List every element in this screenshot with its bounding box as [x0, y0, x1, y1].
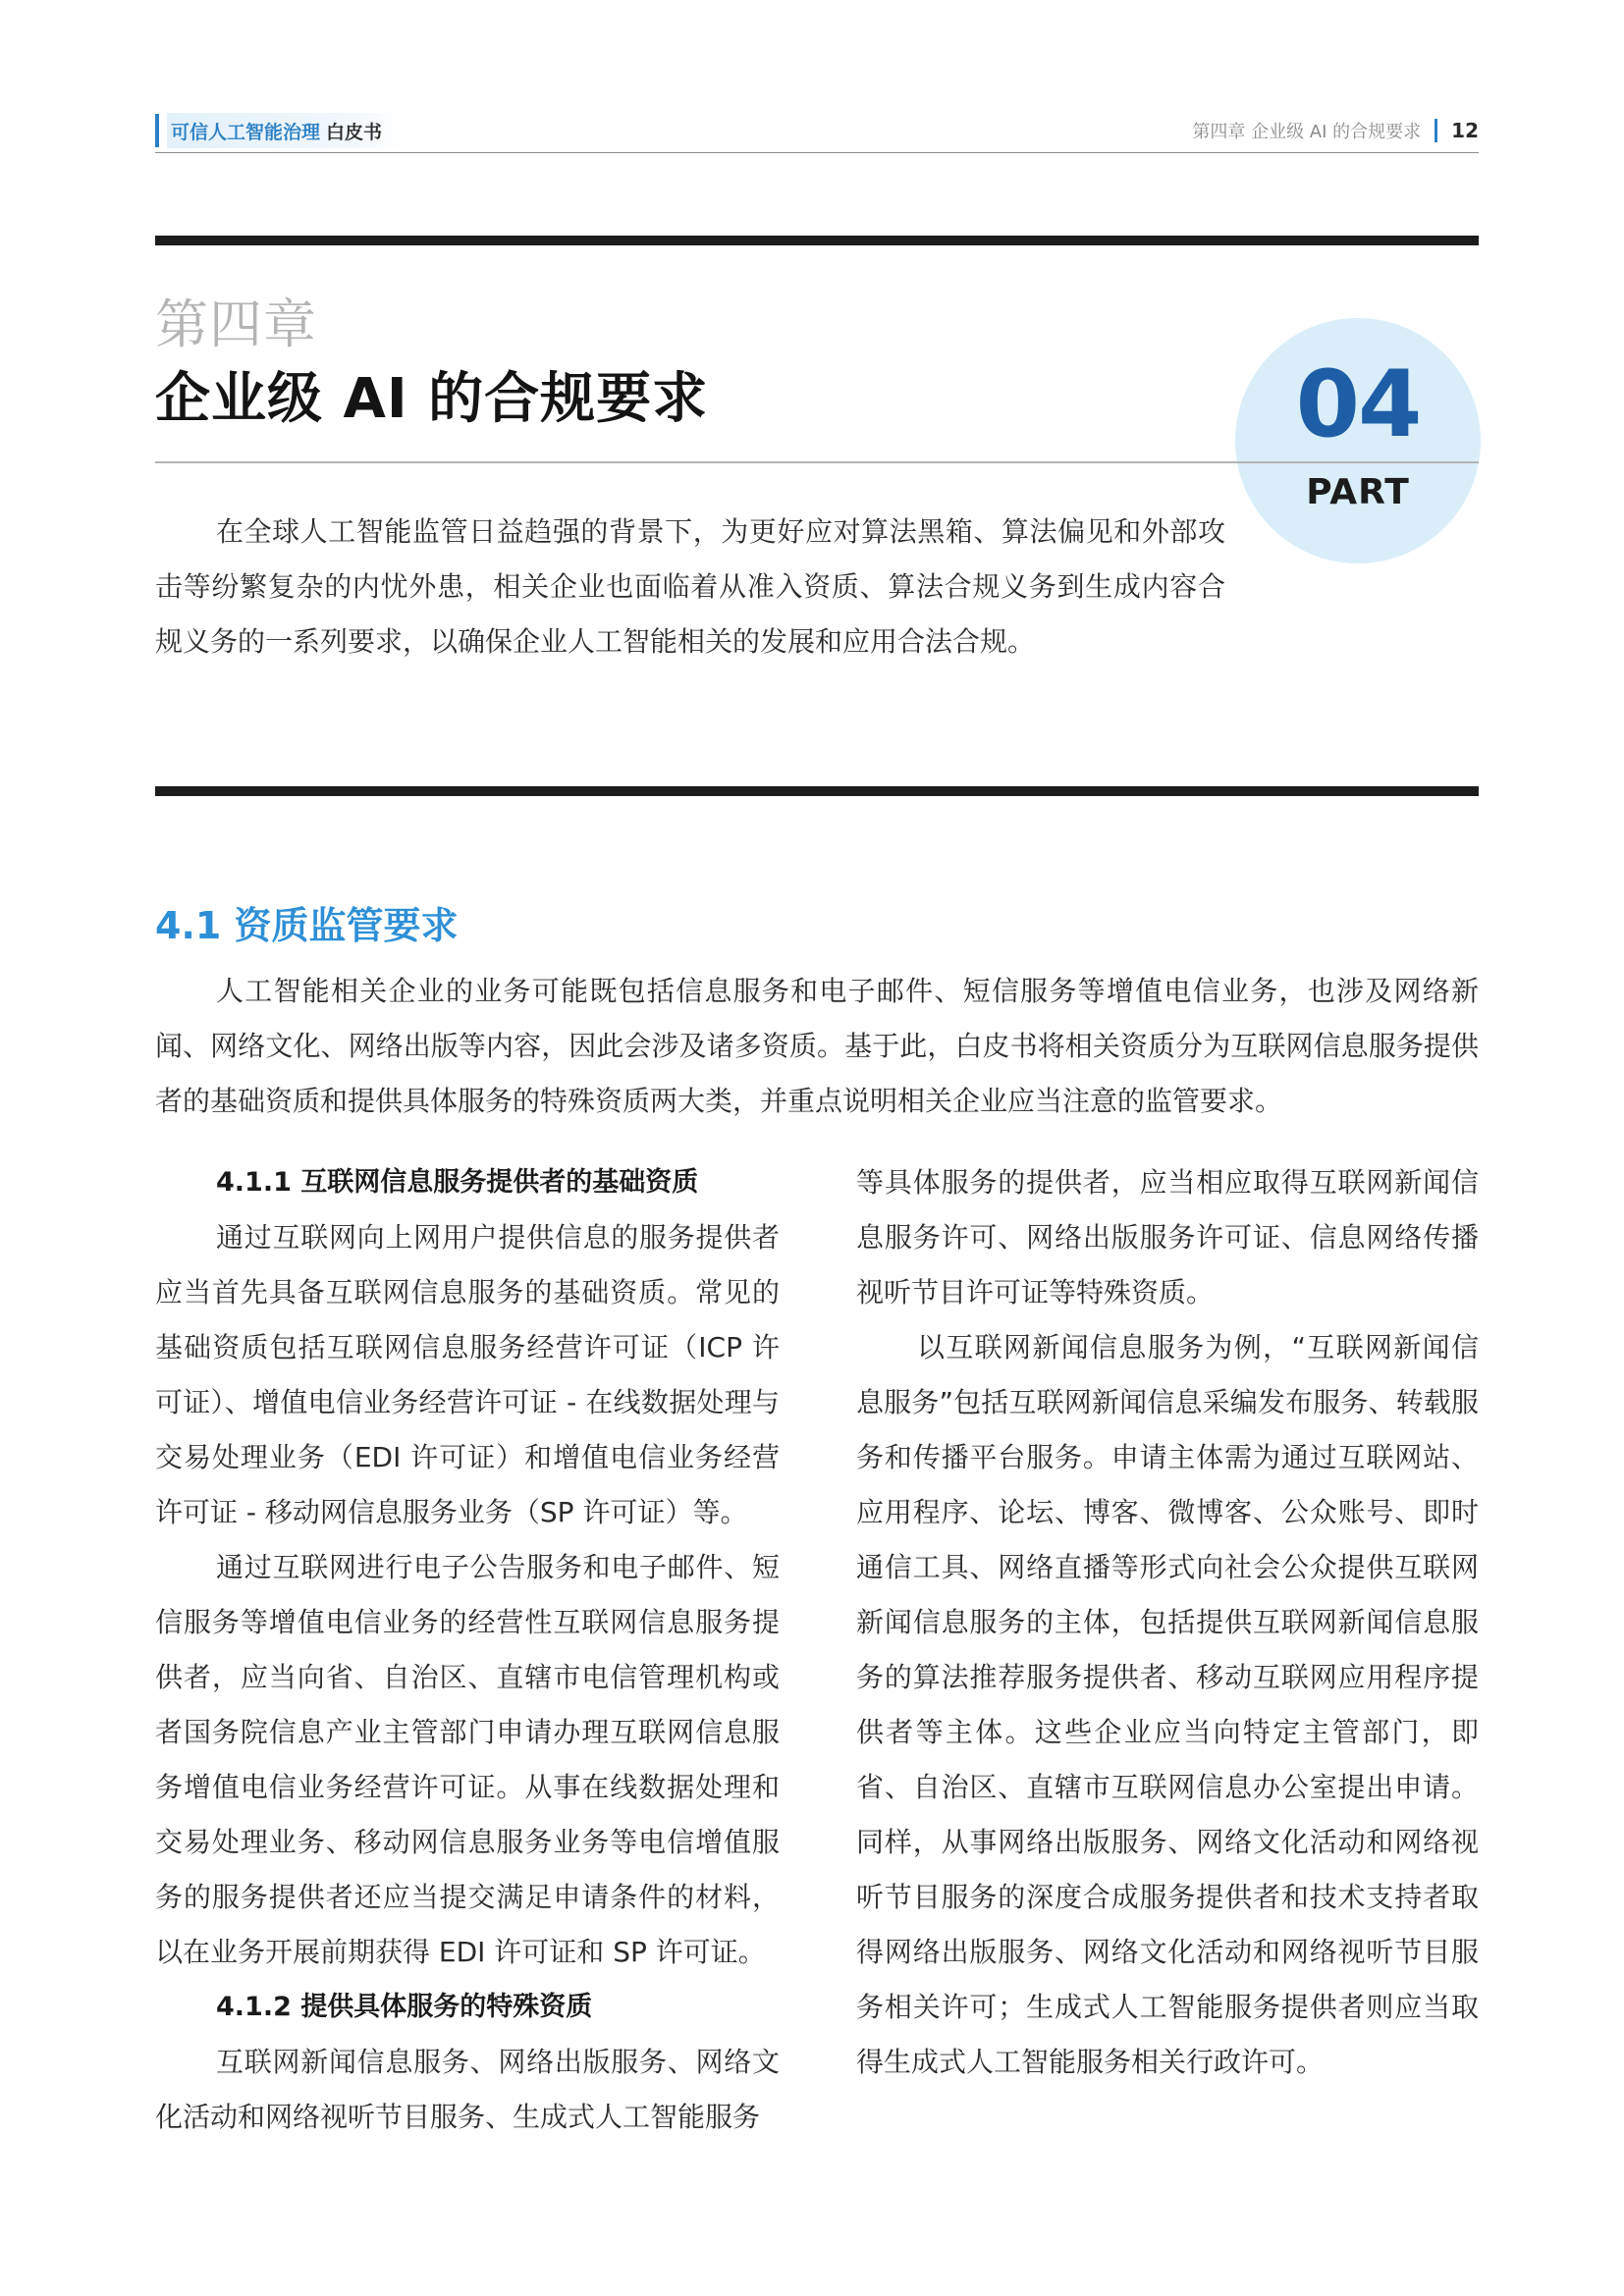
paragraph: 通过互联网进行电子公告服务和电子邮件、短信服务等增值电信业务的经营性互联网信息服务提供者，应当向省、自治区、直辖市电信管理机构或者国务院信息产业主管部门申请办理互联网信息服务增值电信业务经营许可证。从事在线数据处理和交易处理业务、移动网信息服务业务等电信增值服务的服务提供者还应当提交满足申请条件的材料，以在业务开展前期获得 EDI 许可证和 SP 许可证。 — [155, 1551, 780, 1968]
subsection-title-4-1-2: 4.1.2 提供具体服务的特殊资质 — [216, 1992, 593, 2022]
left-column — [155, 1155, 780, 2145]
header-doc-title — [155, 113, 404, 148]
header-title-pill — [167, 113, 404, 148]
chapter-badge-number: 04 — [1295, 351, 1421, 458]
paragraph: 通过互联网向上网用户提供信息的服务提供者应当首先具备互联网信息服务的基础资质。常见的基础资质包括互联网信息服务经营许可证（ICP 许可证）、增值电信业务经营许可证 - 在线数据处理与交易处理业务（EDI 许可证）和增值电信业务经营许可证 - 移动网信息服务业务（SP 许可证）等。 — [155, 1221, 780, 1528]
paragraph: 互联网新闻信息服务、网络出版服务、网络文化活动和网络视听节目服务、生成式人工智能服务 — [155, 2046, 780, 2133]
chapter-ref: 第四章 企业级 AI 的合规要求 — [1192, 122, 1422, 142]
page-number: 12 — [1451, 119, 1479, 142]
chapter-title-rule — [155, 461, 1479, 463]
chapter-badge — [1235, 318, 1481, 563]
doc-subtitle: 白皮书 — [326, 121, 383, 143]
chapter-title: 企业级 AI 的合规要求 — [155, 367, 709, 431]
chapter-top-rule — [155, 236, 1479, 245]
chapter-bottom-rule — [155, 786, 1479, 796]
chapter-label: 第四章 — [155, 294, 317, 355]
chapter-badge-text: PART — [1306, 472, 1410, 512]
subsection-title-4-1-1: 4.1.1 互联网信息服务提供者的基础资质 — [216, 1167, 699, 1198]
header-accent-bar — [155, 114, 159, 147]
section-intro: 人工智能相关企业的业务可能既包括信息服务和电子邮件、短信服务等增值电信业务，也涉及网络新闻、网络文化、网络出版等内容，因此会涉及诸多资质。基于此，白皮书将相关资质分为互联网信息服务提供者的基础资质和提供具体服务的特殊资质两大类，并重点说明相关企业应当注意的监管要求。 — [155, 975, 1479, 1117]
right-column — [856, 1155, 1479, 2090]
paragraph-continued: 等具体服务的提供者，应当相应取得互联网新闻信息服务许可、网络出版服务许可证、信息网络传播视听节目许可证等特殊资质。 — [856, 1166, 1479, 1308]
doc-title: 可信人工智能治理 — [171, 121, 321, 143]
paragraph: 以互联网新闻信息服务为例，“互联网新闻信息服务”包括互联网新闻信息采编发布服务、转载服务和传播平台服务。申请主体需为通过互联网站、应用程序、论坛、博客、微博客、公众账号、即时通信工具、网络直播等形式向社会公众提供互联网新闻信息服务的主体，包括提供互联网新闻信息服务的算法推荐服务提供者、移动互联网应用程序提供者等主体。这些企业应当向特定主管部门，即省、自治区、直辖市互联网信息办公室提出申请。同样，从事网络出版服务、网络文化活动和网络视听节目服务的深度合成服务提供者和技术支持者取得网络出版服务、网络文化活动和网络视听节目服务相关许可；生成式人工智能服务提供者则应当取得生成式人工智能服务相关行政许可。 — [856, 1331, 1479, 2078]
header-rule — [155, 152, 1479, 153]
header-chapter-ref — [1192, 116, 1479, 145]
chapter-intro: 在全球人工智能监管日益趋强的背景下，为更好应对算法黑箱、算法偏见和外部攻击等纷繁复杂的内忧外患，相关企业也面临着从准入资质、算法合规义务到生成内容合规义务的一系列要求，以确保企业人工智能相关的发展和应用合法合规。 — [155, 515, 1225, 658]
section-title: 4.1 资质监管要求 — [155, 904, 459, 947]
header-divider — [1435, 119, 1437, 142]
